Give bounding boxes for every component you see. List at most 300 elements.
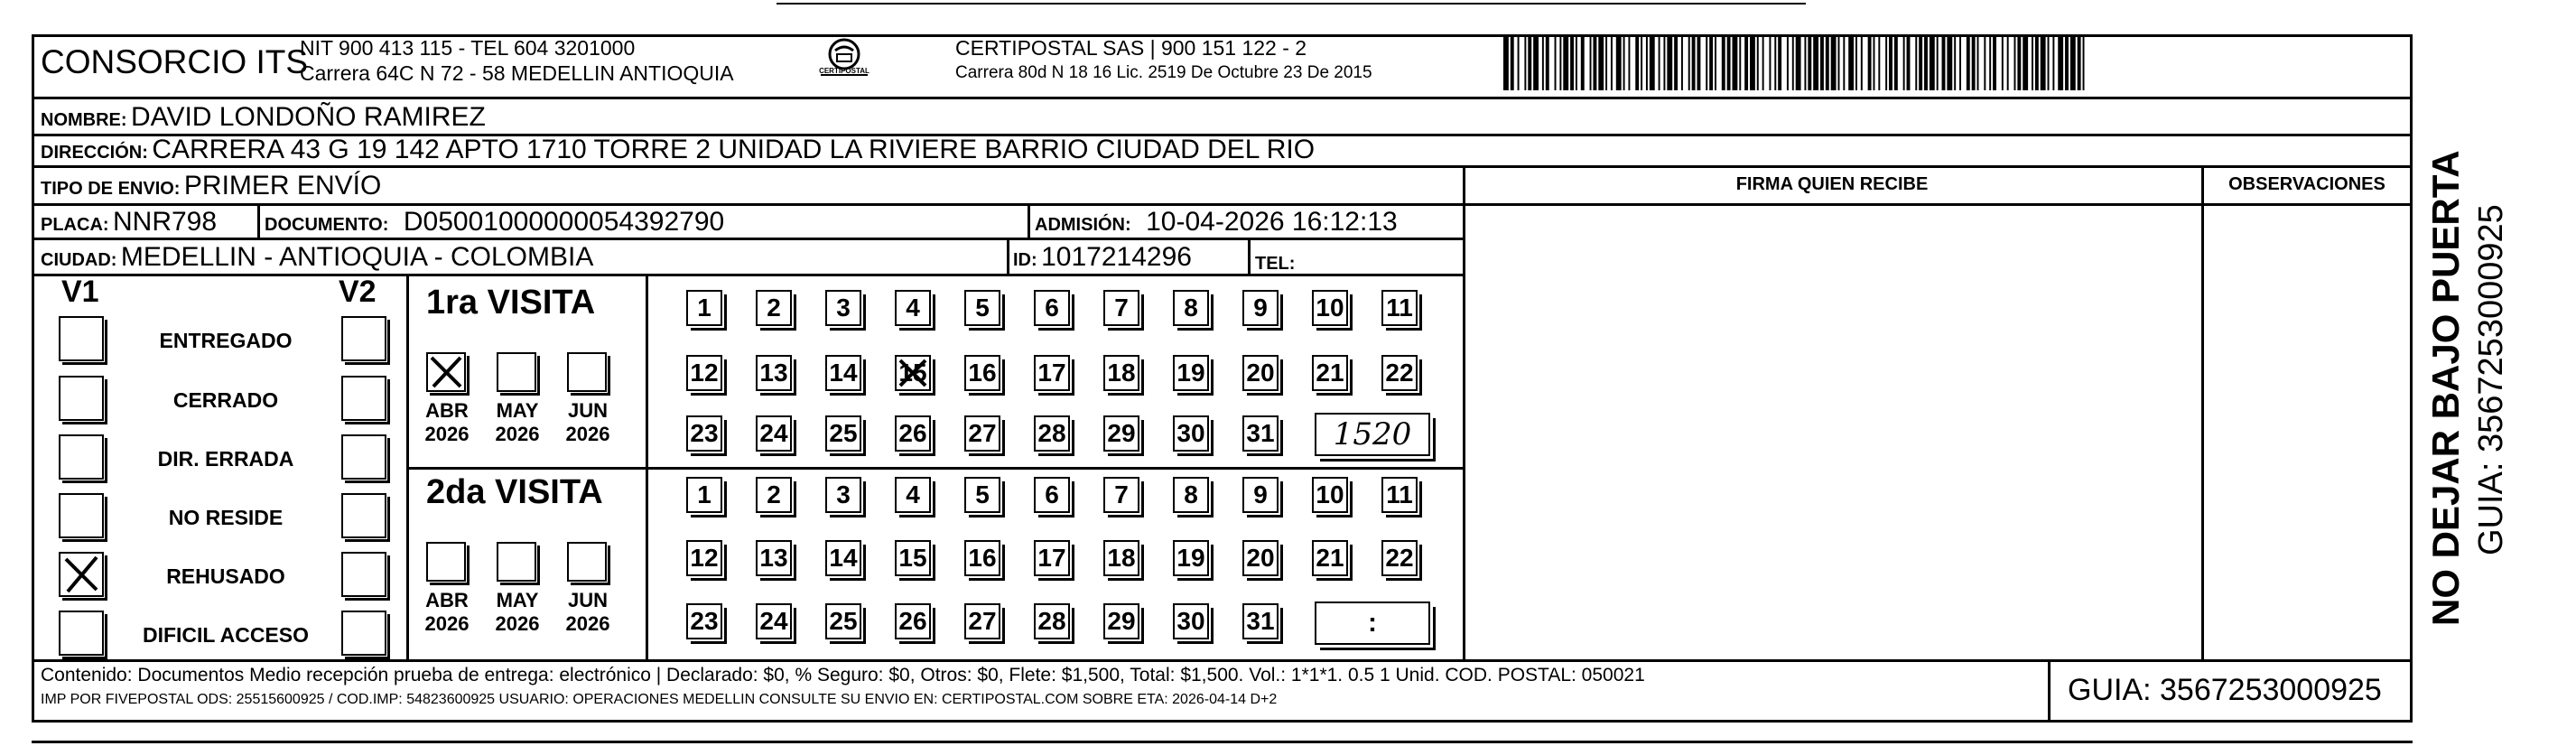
visit1-day-box[interactable] — [1312, 355, 1348, 391]
barcode-bar — [1576, 36, 1577, 90]
day-number: 28 — [1037, 607, 1066, 635]
day-number: 1 — [697, 480, 711, 508]
barcode-bar — [1848, 36, 1854, 90]
visit1-month-checkbox[interactable] — [567, 352, 607, 392]
barcode-bar — [1757, 36, 1759, 90]
rule-v-city — [1007, 238, 1009, 274]
visit2-day-box[interactable] — [825, 477, 861, 513]
visit2-day-box[interactable] — [825, 603, 861, 639]
day-number: 23 — [690, 607, 719, 635]
barcode-bar — [1733, 36, 1738, 90]
month-name: MAY — [496, 589, 539, 611]
barcode-bar — [1984, 36, 1985, 90]
barcode-bar — [1915, 36, 1917, 90]
address-label: DIRECCIÓN: — [41, 143, 148, 163]
barcode-bar — [1727, 36, 1731, 90]
day-number: 6 — [1045, 294, 1059, 322]
barcode-bar — [1942, 36, 1946, 90]
day-number: 9 — [1253, 294, 1268, 322]
visit2-month-label — [489, 589, 545, 636]
v2-label: V2 — [339, 275, 377, 309]
visit1-day-box[interactable] — [756, 355, 792, 391]
visit1-day-box[interactable] — [1103, 355, 1139, 391]
barcode-bar — [1570, 36, 1574, 90]
barcode-bar — [2032, 36, 2033, 90]
day-number: 17 — [1037, 544, 1066, 572]
day-number: 19 — [1176, 359, 1205, 387]
month-name: JUN — [567, 399, 608, 422]
month-name: JUN — [567, 589, 608, 611]
certipostal-logo — [817, 36, 871, 85]
visit2-day-box[interactable] — [1034, 603, 1070, 639]
barcode-bar — [1930, 36, 1935, 90]
visit2-day-box[interactable] — [1312, 477, 1348, 513]
barcode-bar — [1524, 36, 1526, 90]
day-number: 8 — [1184, 294, 1198, 322]
v2-checkbox[interactable] — [341, 611, 386, 656]
barcode-bar — [2035, 36, 2039, 90]
barcode-bar — [1616, 36, 1622, 90]
visit2-month-label — [419, 589, 475, 636]
side-warning: NO DEJAR BAJO PUERTA — [2424, 150, 2467, 626]
v2-checkbox[interactable] — [341, 434, 386, 480]
visit2-day-box[interactable] — [895, 477, 931, 513]
signature-area[interactable] — [1467, 206, 2199, 657]
visit2-day-box[interactable] — [964, 603, 1000, 639]
visit1-day-box[interactable] — [1312, 290, 1348, 326]
day-number: 31 — [1246, 419, 1275, 447]
month-name: MAY — [496, 399, 539, 422]
day-number: 6 — [1045, 480, 1059, 508]
visit2-day-box[interactable] — [1173, 477, 1209, 513]
admission-label: ADMISIÓN: — [1035, 215, 1131, 235]
visit2-month-checkbox[interactable] — [567, 542, 607, 582]
visit1-day-box[interactable] — [825, 355, 861, 391]
barcode-bar — [1722, 36, 1725, 90]
day-number: 13 — [759, 544, 788, 572]
barcode-bar — [1611, 36, 1613, 90]
visit2-day-box[interactable] — [895, 540, 931, 576]
admission-row — [1035, 207, 1398, 238]
visit1-day-box[interactable] — [1173, 290, 1209, 326]
day-number: 4 — [906, 480, 920, 508]
barcode-bar — [1605, 36, 1607, 90]
tel-label: TEL: — [1255, 254, 1296, 274]
visit2-day-box[interactable] — [1034, 540, 1070, 576]
barcode-bar — [1542, 36, 1544, 90]
barcode-bar — [1739, 36, 1741, 90]
month-year: 2026 — [424, 612, 470, 635]
day-number: 3 — [836, 294, 851, 322]
visit2-day-box[interactable] — [895, 603, 931, 639]
barcode-bar — [1878, 36, 1880, 90]
status-label: DIFICIL ACCESO — [142, 623, 309, 647]
document-row — [265, 207, 724, 238]
visit2-month-checkbox[interactable] — [497, 542, 536, 582]
barcode-bar — [1563, 36, 1568, 90]
day-number: 12 — [690, 359, 719, 387]
barcode-bar — [1843, 36, 1845, 90]
visit1-day-box[interactable] — [1034, 355, 1070, 391]
barcode-bar — [1919, 36, 1922, 90]
barcode-bar — [1667, 36, 1672, 90]
rule-v-months — [646, 274, 648, 659]
sendtype-value: PRIMER ENVÍO — [183, 171, 382, 200]
bottom-rule — [32, 741, 2413, 743]
observations-area[interactable] — [2206, 206, 2410, 657]
visit2-day-box[interactable] — [1242, 603, 1279, 639]
side-guide: GUIA: 3567253000925 — [2472, 204, 2510, 555]
visit1-day-box[interactable] — [964, 290, 1000, 326]
barcode-bar — [1750, 36, 1755, 90]
visit2-day-box[interactable] — [964, 477, 1000, 513]
v2-checkbox[interactable] — [341, 493, 386, 538]
rule-footer — [32, 659, 2413, 662]
address-value: CARRERA 43 G 19 142 APTO 1710 TORRE 2 UNIDAD LA RIVIERE BARRIO CIUDAD DEL RIO — [152, 135, 1316, 164]
document-value: D05001000000054392790 — [403, 207, 725, 237]
day-number: 2 — [767, 480, 781, 508]
barcode-bar — [1820, 36, 1824, 90]
visit1-day-box[interactable] — [1034, 415, 1070, 452]
v1-checkbox[interactable] — [59, 611, 104, 656]
barcode-bar — [1546, 36, 1549, 90]
barcode-bar — [1989, 36, 1991, 90]
barcode-bar — [1674, 36, 1678, 90]
barcode-bar — [1511, 36, 1514, 90]
barcode-bar — [1977, 36, 1979, 90]
visit2-day-box[interactable] — [1103, 540, 1139, 576]
visit1-day-box[interactable] — [686, 355, 722, 391]
day-number: 2 — [767, 294, 781, 322]
day-number: 21 — [1316, 359, 1344, 387]
v2-checkbox[interactable] — [341, 376, 386, 421]
rule-visit-split — [406, 467, 1463, 470]
visit1-day-box[interactable] — [756, 415, 792, 452]
courier-line-2: Carrera 80d N 18 16 Lic. 2519 De Octubre 23 De 2015 — [955, 63, 1372, 82]
barcode-bar — [1593, 36, 1596, 90]
barcode-bar — [1907, 36, 1911, 90]
barcode-bar — [1681, 36, 1683, 90]
day-number: 29 — [1107, 419, 1136, 447]
status-label: REHUSADO — [166, 564, 285, 588]
visit1-day-box[interactable] — [1034, 290, 1070, 326]
barcode-bar — [1959, 36, 1961, 90]
visit2-day-box[interactable] — [1103, 477, 1139, 513]
visit1-time-shadow — [1320, 418, 1436, 462]
barcode-bar — [1598, 36, 1604, 90]
day-number: 18 — [1107, 359, 1136, 387]
visit2-time-placeholder: : — [1368, 608, 1377, 638]
day-number: 18 — [1107, 544, 1136, 572]
sendtype-row — [41, 171, 381, 201]
day-number: 24 — [759, 419, 788, 447]
barcode-bar — [1641, 36, 1642, 90]
tel-row — [1255, 246, 1295, 276]
visit2-day-box[interactable] — [964, 540, 1000, 576]
visit2-day-box[interactable] — [756, 540, 792, 576]
top-rule — [777, 3, 1806, 5]
barcode-bar — [1861, 36, 1863, 90]
barcode-bar — [2052, 36, 2054, 90]
v1-checkbox[interactable] — [59, 376, 104, 421]
barcode-bar — [1518, 36, 1520, 90]
plate-value: NNR798 — [113, 207, 218, 237]
day-number: 22 — [1385, 359, 1414, 387]
company-info-2: Carrera 64C N 72 - 58 MEDELLIN ANTIOQUIA — [300, 61, 734, 85]
v2-checkbox[interactable] — [341, 552, 386, 597]
day-number: 10 — [1316, 294, 1344, 322]
company-name: CONSORCIO ITS — [41, 43, 309, 80]
barcode-bar — [2041, 36, 2046, 90]
barcode-bar — [1889, 36, 1892, 90]
day-number: 1 — [697, 294, 711, 322]
visit2-day-box[interactable] — [756, 603, 792, 639]
day-number: 5 — [975, 294, 990, 322]
barcode-bar — [1528, 36, 1531, 90]
day-number: 20 — [1246, 359, 1275, 387]
visit2-day-box[interactable] — [686, 477, 722, 513]
day-number: 12 — [690, 544, 719, 572]
v1-checkbox[interactable] — [59, 434, 104, 480]
barcode-bar — [1650, 36, 1655, 90]
visit1-day-box[interactable] — [1173, 355, 1209, 391]
visit1-day-box[interactable] — [686, 290, 722, 326]
visit2-day-box[interactable] — [1381, 477, 1418, 513]
visit1-day-box[interactable] — [1381, 355, 1418, 391]
barcode-bar — [1744, 36, 1748, 90]
visit2-day-box[interactable] — [686, 540, 722, 576]
barcode-bar — [1993, 36, 1996, 90]
rule-v-document — [1028, 203, 1030, 238]
day-number: 7 — [1114, 480, 1129, 508]
visit2-day-box[interactable] — [1242, 540, 1279, 576]
visit1-day-box[interactable] — [1381, 290, 1418, 326]
month-name: ABR — [425, 589, 469, 611]
id-value: 1017214296 — [1041, 242, 1192, 272]
visit2-day-box[interactable] — [1173, 603, 1209, 639]
visit1-title: 1ra VISITA — [426, 284, 596, 322]
visit1-month-label — [560, 399, 616, 446]
barcode-bar — [1635, 36, 1639, 90]
day-number: 14 — [829, 544, 858, 572]
visit1-day-box[interactable] — [895, 290, 931, 326]
rule-header — [32, 97, 2413, 99]
status-label: CERRADO — [172, 388, 279, 412]
barcode-bar — [1808, 36, 1811, 90]
visit2-month-checkbox[interactable] — [426, 542, 466, 582]
visit2-month-label — [560, 589, 616, 636]
visit1-day-box[interactable] — [825, 415, 861, 452]
day-number: 30 — [1176, 607, 1205, 635]
day-number: 8 — [1184, 480, 1198, 508]
admission-value: 10-04-2026 16:12:13 — [1146, 207, 1398, 237]
barcode-bar — [1623, 36, 1625, 90]
day-number: 28 — [1037, 419, 1066, 447]
day-number: 16 — [968, 359, 997, 387]
visit2-day-box[interactable] — [686, 603, 722, 639]
barcode-bar — [1709, 36, 1713, 90]
visit1-time-value: 1520 — [1333, 416, 1412, 452]
visit2-day-box[interactable] — [1242, 477, 1279, 513]
v1-checkbox[interactable] — [59, 552, 104, 597]
visit2-day-box[interactable] — [1103, 603, 1139, 639]
visit1-month-checkbox[interactable] — [426, 352, 466, 392]
visit1-day-box[interactable] — [964, 415, 1000, 452]
status-label: NO RESIDE — [168, 506, 284, 529]
barcode-bar — [1804, 36, 1806, 90]
barcode-bar — [1826, 36, 1829, 90]
city-value: MEDELLIN - ANTIOQUIA - COLOMBIA — [120, 242, 594, 272]
observations-header: OBSERVACIONES — [2228, 174, 2385, 194]
rule-address — [32, 165, 2413, 168]
month-year: 2026 — [424, 423, 470, 445]
barcode — [1503, 36, 2226, 90]
barcode-bar — [1831, 36, 1837, 90]
day-number: 26 — [898, 419, 927, 447]
visit1-day-box[interactable] — [1103, 415, 1139, 452]
visit1-month-label — [419, 399, 475, 446]
barcode-bar — [1555, 36, 1557, 90]
day-number: 4 — [906, 294, 920, 322]
signature-header: FIRMA QUIEN RECIBE — [1735, 174, 1929, 194]
visit1-day-box[interactable] — [686, 415, 722, 452]
rule-v-footer — [2048, 659, 2051, 723]
visit2-title: 2da VISITA — [426, 473, 603, 511]
v1-checkbox[interactable] — [59, 493, 104, 538]
visit2-time-shadow — [1320, 607, 1436, 650]
month-year: 2026 — [495, 612, 540, 635]
month-year: 2026 — [565, 423, 610, 445]
barcode-bar — [1787, 36, 1789, 90]
visit2-day-box[interactable] — [1034, 477, 1070, 513]
barcode-bar — [1924, 36, 1928, 90]
day-number: 23 — [690, 419, 719, 447]
address-row — [41, 135, 1315, 165]
visit1-day-box[interactable] — [964, 355, 1000, 391]
footer-guide: GUIA: 3567253000925 — [2068, 673, 2382, 707]
barcode-bar — [2002, 36, 2004, 90]
barcode-bar — [1972, 36, 1976, 90]
visit1-day-box[interactable] — [1242, 355, 1279, 391]
barcode-bar — [2014, 36, 2016, 90]
footer-line-1: Contenido: Documentos Medio recepción prueba de entrega: electrónico | Declarado: $0, % Seguro: $0, Otros: $0, Flete: $1,500, Total: $1,500. Vol.: 1*1*1. 0.5 1 Unid. COD. POSTAL: 050021 — [41, 665, 1645, 685]
document-label: DOCUMENTO: — [265, 215, 389, 235]
barcode-bar — [1503, 36, 1509, 90]
visit2-day-box[interactable] — [1312, 540, 1348, 576]
plate-row — [41, 207, 217, 238]
barcode-bar — [1769, 36, 1771, 90]
barcode-bar — [1533, 36, 1539, 90]
barcode-bar — [1868, 36, 1872, 90]
barcode-bar — [1954, 36, 1956, 90]
visit1-month-label — [489, 399, 545, 446]
day-number: 29 — [1107, 607, 1136, 635]
barcode-bar — [1628, 36, 1630, 90]
v1-checkbox[interactable] — [59, 316, 104, 361]
barcode-bar — [1874, 36, 1875, 90]
city-label: CIUDAD: — [41, 250, 117, 270]
day-number: 30 — [1176, 419, 1205, 447]
visit1-day-box[interactable] — [756, 290, 792, 326]
barcode-bar — [1796, 36, 1801, 90]
sendtype-label: TIPO DE ENVIO: — [41, 179, 181, 199]
barcode-bar — [2023, 36, 2028, 90]
visit1-day-box[interactable] — [895, 415, 931, 452]
visit2-day-box[interactable] — [1173, 540, 1209, 576]
barcode-bar — [1937, 36, 1939, 90]
day-number: 9 — [1253, 480, 1268, 508]
day-number: 15 — [898, 359, 927, 387]
barcode-bar — [1778, 36, 1781, 90]
barcode-bar — [1559, 36, 1561, 90]
visit2-day-box[interactable] — [825, 540, 861, 576]
footer-line-2: IMP POR FIVEPOSTAL ODS: 25515600925 / COD.IMP: 54823600925 USUARIO: OPERACIONES MEDELLIN CONSULTE SU ENVIO EN: CERTIPOSTAL.COM SOBRE ETA: 2026-04-14 D+2 — [41, 692, 1278, 707]
visit1-day-box[interactable] — [1173, 415, 1209, 452]
day-number: 26 — [898, 607, 927, 635]
visit1-month-checkbox[interactable] — [497, 352, 536, 392]
day-number: 13 — [759, 359, 788, 387]
day-number: 11 — [1386, 294, 1413, 322]
barcode-bar — [1688, 36, 1690, 90]
day-number: 16 — [968, 544, 997, 572]
status-label: ENTREGADO — [159, 329, 293, 352]
barcode-bar — [1967, 36, 1970, 90]
visit1-day-box[interactable] — [1242, 415, 1279, 452]
courier-line-1: CERTIPOSTAL SAS | 900 151 122 - 2 — [955, 36, 1307, 60]
barcode-bar — [1792, 36, 1794, 90]
day-number: 17 — [1037, 359, 1066, 387]
visit1-day-box[interactable] — [895, 355, 931, 391]
barcode-bar — [1692, 36, 1696, 90]
logo-text: CERTIPOSTAL — [819, 67, 870, 75]
barcode-bar — [2017, 36, 2021, 90]
barcode-bar — [1838, 36, 1840, 90]
day-number: 14 — [829, 359, 858, 387]
day-number: 21 — [1316, 544, 1344, 572]
barcode-bar — [2048, 36, 2050, 90]
day-number: 20 — [1246, 544, 1275, 572]
month-name: ABR — [425, 399, 469, 422]
company-info-1: NIT 900 413 115 - TEL 604 3201000 — [300, 36, 636, 60]
id-label: ID: — [1013, 250, 1037, 270]
barcode-bar — [1894, 36, 1898, 90]
visit1-day-box[interactable] — [1103, 290, 1139, 326]
day-number: 11 — [1386, 480, 1413, 508]
visit1-day-box[interactable] — [1242, 290, 1279, 326]
barcode-bar — [1646, 36, 1648, 90]
visit1-day-box[interactable] — [825, 290, 861, 326]
month-year: 2026 — [495, 423, 540, 445]
name-row — [41, 102, 486, 133]
visit2-day-box[interactable] — [1381, 540, 1418, 576]
day-number: 10 — [1316, 480, 1344, 508]
barcode-bar — [2065, 36, 2069, 90]
barcode-bar — [2007, 36, 2009, 90]
barcode-bar — [2070, 36, 2076, 90]
day-number: 15 — [898, 544, 927, 572]
rule-v-signature — [1463, 165, 1465, 659]
barcode-bar — [1762, 36, 1764, 90]
visit2-day-box[interactable] — [756, 477, 792, 513]
rule-v-id — [1248, 238, 1251, 274]
day-number: 27 — [968, 419, 997, 447]
barcode-bar — [1947, 36, 1952, 90]
v2-checkbox[interactable] — [341, 316, 386, 361]
barcode-bar — [1774, 36, 1776, 90]
day-number: 22 — [1385, 544, 1414, 572]
barcode-bar — [1715, 36, 1716, 90]
day-number: 19 — [1176, 544, 1205, 572]
